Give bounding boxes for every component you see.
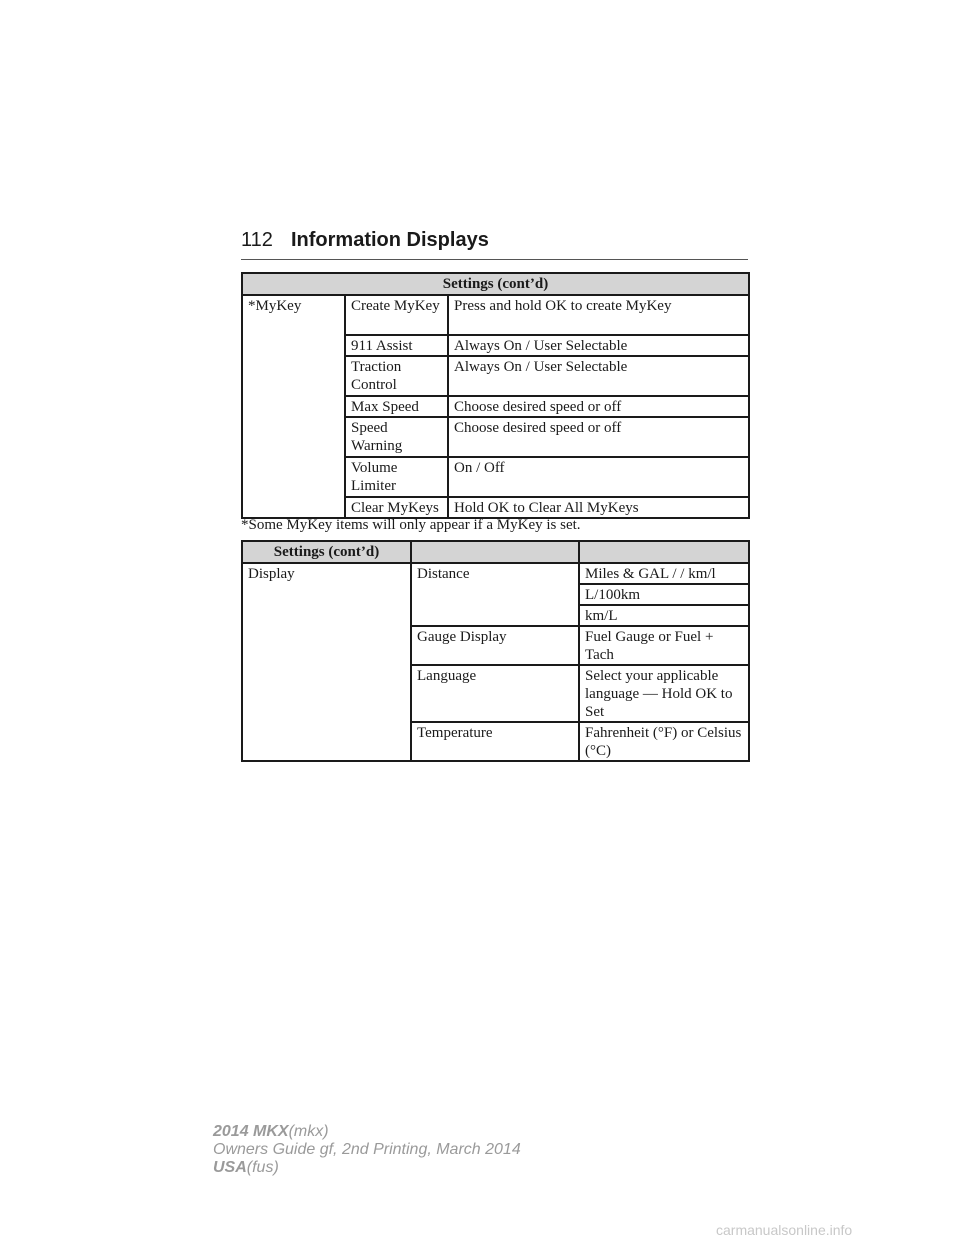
setting-value: L/100km [579,584,749,605]
setting-value: Miles & GAL / / km/l [579,563,749,584]
section-title: Information Displays [291,229,489,251]
setting-value: Always On / User Selectable [448,335,749,356]
table-title: Settings (cont’d) [242,541,411,563]
mykey-footnote: *Some MyKey items will only appear if a MyKey is set. [241,517,581,533]
setting-value: Select your applicable language — Hold OK to Set [579,665,749,722]
setting-name: Gauge Display [411,626,579,665]
setting-name: Language [411,665,579,722]
setting-value: Hold OK to Clear All MyKeys [448,497,749,518]
setting-name: Speed Warning [345,417,448,457]
table-row [242,295,749,335]
page-number: 112 [241,229,273,251]
setting-name: 911 Assist [345,335,448,356]
mykey-settings-table [241,272,750,519]
footer-line-2: Owners Guide gf, 2nd Printing, March 2014 [213,1141,521,1158]
table-row [242,563,749,584]
header-cell [411,541,579,563]
footer-line-3 [213,1159,521,1177]
footer-market-code: (fus) [246,1159,279,1176]
setting-value: Press and hold OK to create MyKey [448,295,749,335]
setting-value: km/L [579,605,749,626]
footer-model: 2014 MKX [213,1123,289,1140]
setting-name: Traction Control [345,356,448,396]
page-header [241,229,748,259]
footer-line-1 [213,1123,521,1141]
footer-market: USA [213,1159,247,1176]
setting-value: Fahrenheit (°F) or Celsius (°C) [579,722,749,761]
setting-value: Fuel Gauge or Fuel + Tach [579,626,749,665]
display-settings-table [241,540,750,762]
header-cell [579,541,749,563]
setting-name: Volume Limiter [345,457,448,497]
setting-value: Always On / User Selectable [448,356,749,396]
table-title: Settings (cont’d) [242,273,749,295]
group-label: Display [242,563,411,761]
setting-name: Temperature [411,722,579,761]
setting-name: Create MyKey [345,295,448,335]
header-rule [241,259,748,260]
document-footer [213,1123,521,1177]
setting-name: Clear MyKeys [345,497,448,518]
setting-value: Choose desired speed or off [448,396,749,417]
setting-name: Max Speed [345,396,448,417]
watermark: carmanualsonline.info [716,1222,853,1238]
footer-model-code: (mkx) [288,1123,329,1140]
setting-value: On / Off [448,457,749,497]
setting-value: Choose desired speed or off [448,417,749,457]
setting-name: Distance [411,563,579,626]
group-label: *MyKey [242,295,345,518]
